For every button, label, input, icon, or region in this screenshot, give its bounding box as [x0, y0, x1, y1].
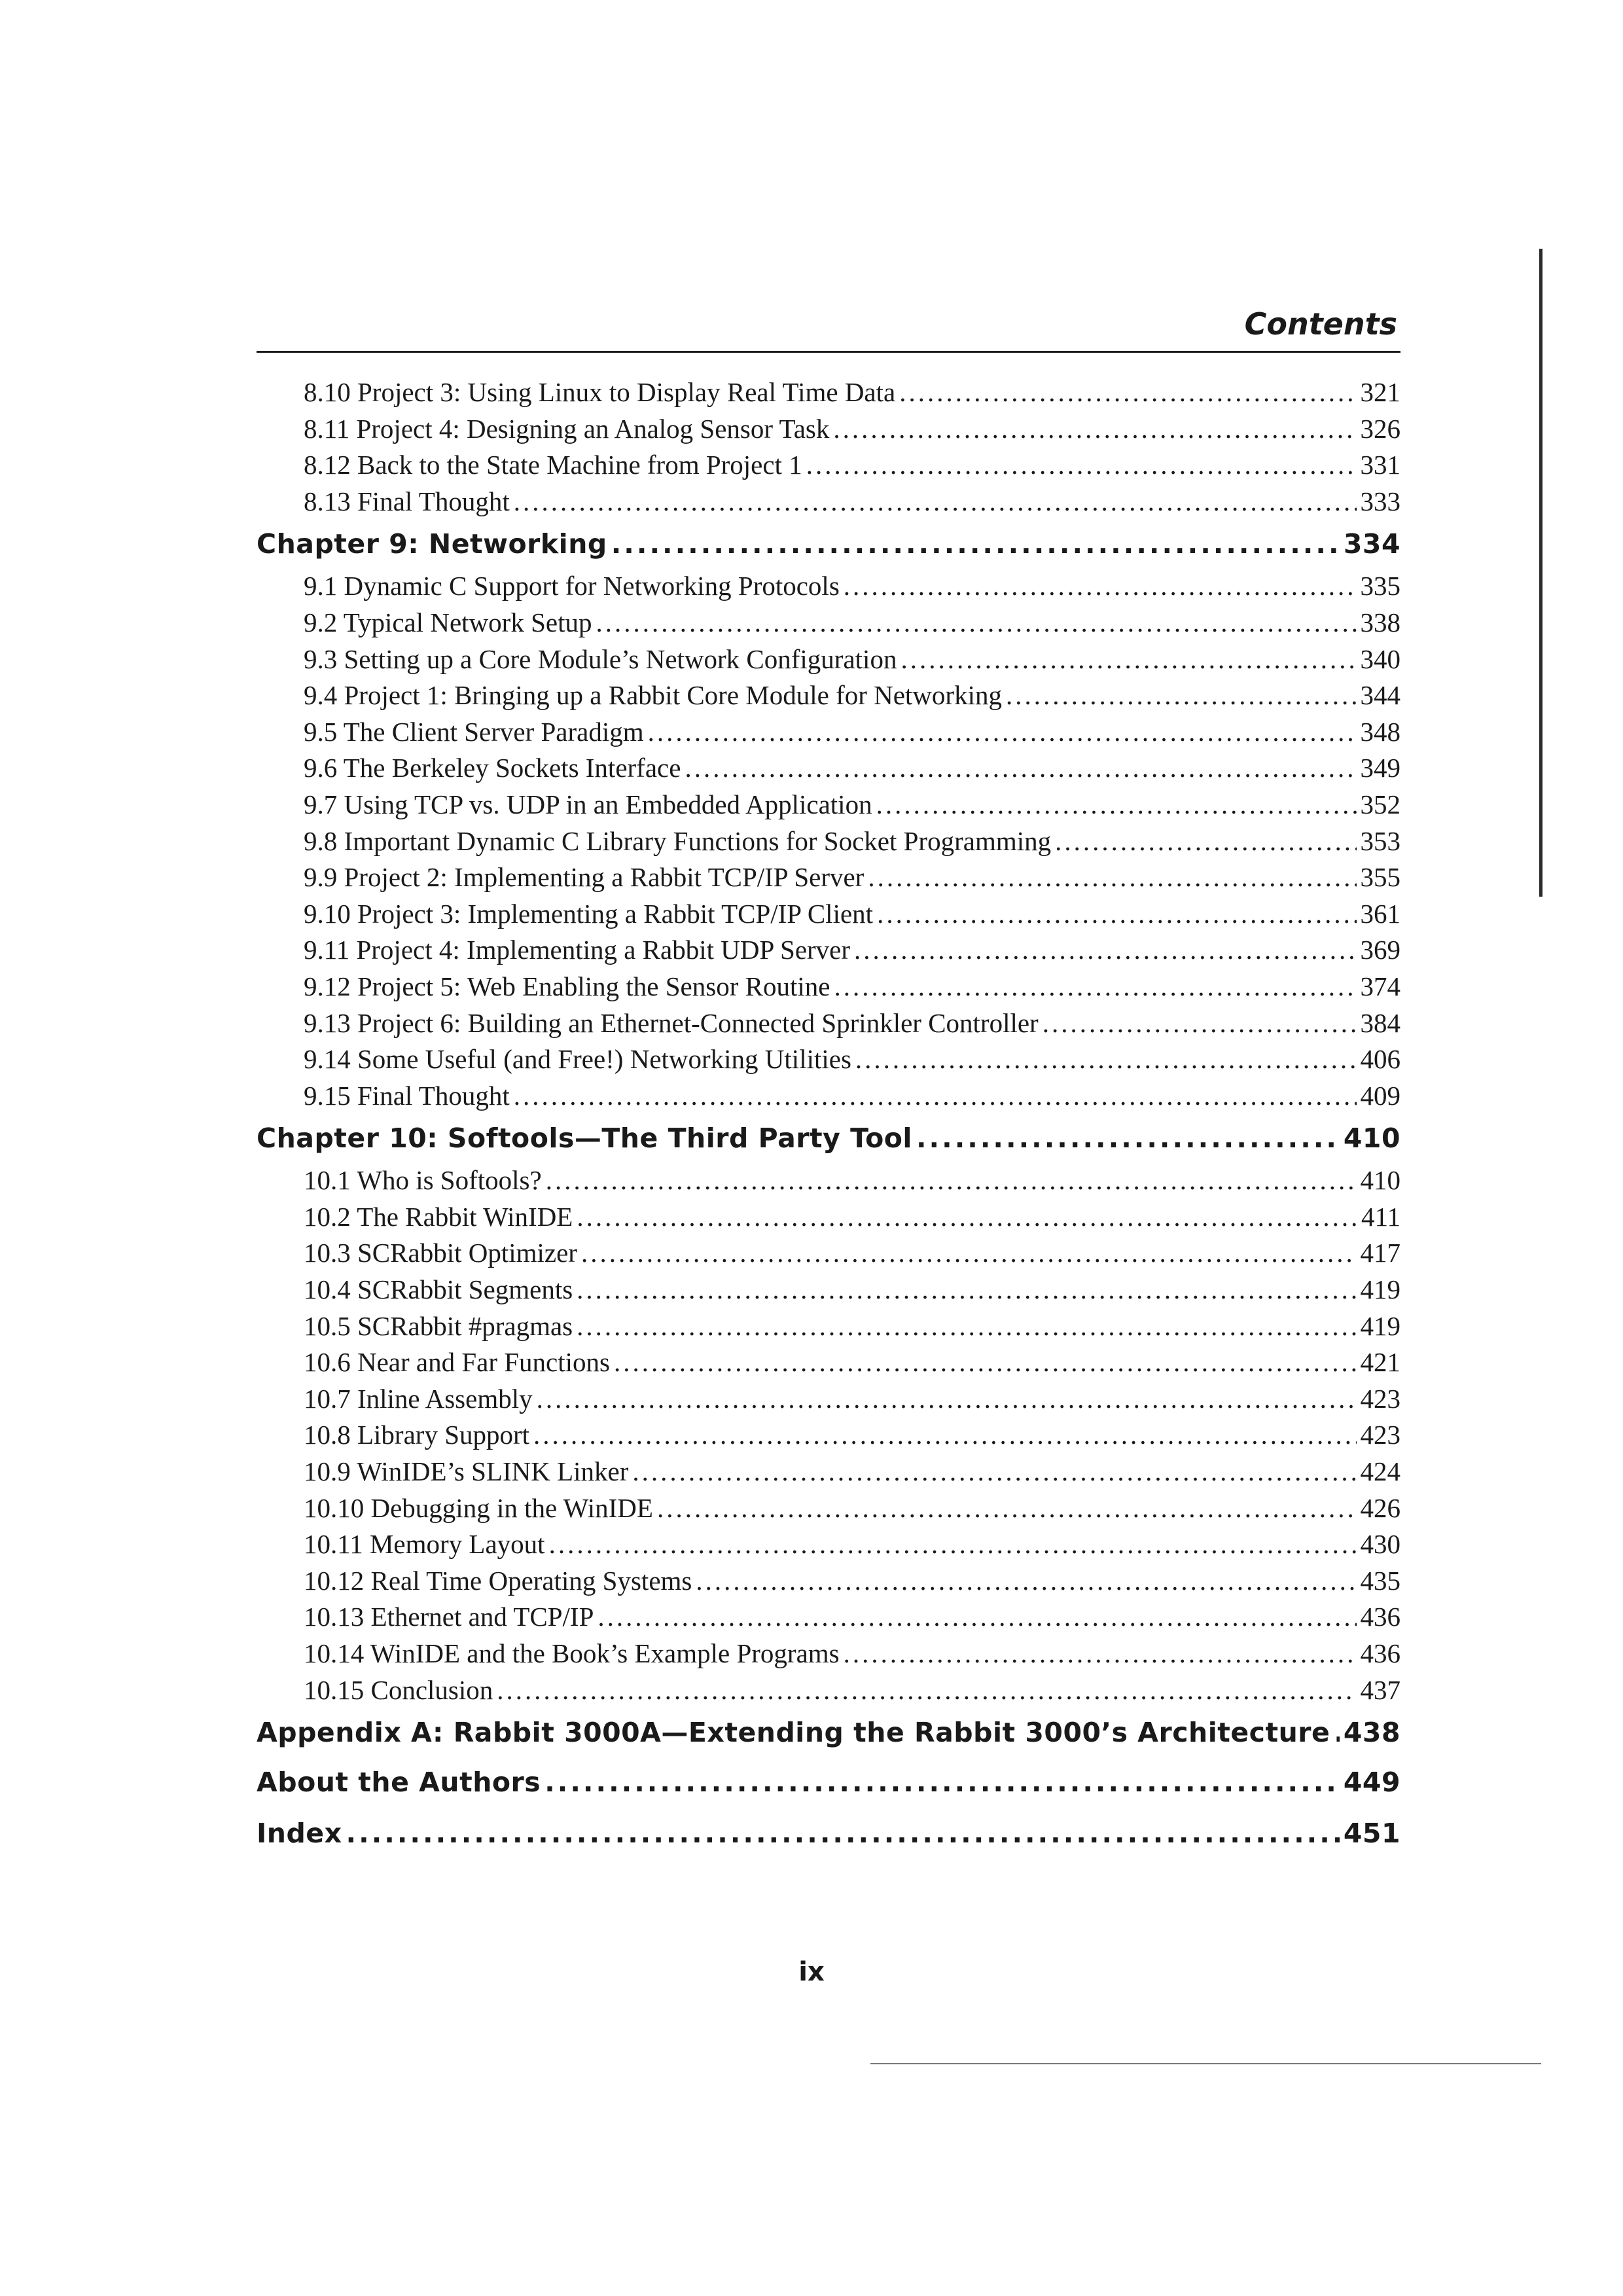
toc-page-number: 436 — [1360, 1638, 1400, 1668]
toc-entry-row — [257, 1308, 1400, 1345]
toc-page-number: 338 — [1360, 607, 1400, 637]
toc-title: 9.14 Some Useful (and Free!) Networking Utilities — [304, 1044, 851, 1075]
toc-page-number: 410 — [1360, 1165, 1400, 1196]
dot-leader — [1334, 1708, 1340, 1757]
toc-title: 10.14 WinIDE and the Book’s Example Programs — [304, 1638, 840, 1668]
dot-leader — [1006, 677, 1357, 714]
toc-title: 9.12 Project 5: Web Enabling the Sensor Routine — [304, 971, 830, 1001]
toc-entry-row — [257, 1417, 1400, 1454]
toc-page-number: 424 — [1360, 1456, 1400, 1487]
dot-leader — [1055, 823, 1356, 860]
toc-title: 10.9 WinIDE’s SLINK Linker — [304, 1456, 629, 1487]
toc-entry-row — [257, 1041, 1400, 1078]
dot-leader — [685, 750, 1356, 787]
toc-title: 9.9 Project 2: Implementing a Rabbit TCP/IP Server — [304, 862, 865, 893]
dot-leader — [1043, 1005, 1357, 1042]
toc-entry-row — [257, 605, 1400, 641]
toc-page-number: 411 — [1361, 1201, 1400, 1232]
toc-entry-row — [257, 641, 1400, 678]
dot-leader — [632, 1454, 1356, 1490]
toc-title: 9.8 Important Dynamic C Library Functions for Socket Programming — [304, 825, 1052, 856]
dot-leader — [696, 1563, 1356, 1600]
toc-entry-row — [257, 896, 1400, 933]
toc-entry-row — [257, 750, 1400, 787]
toc-page-number: 438 — [1343, 1717, 1400, 1749]
toc-title: 8.13 Final Thought — [304, 486, 510, 516]
toc-page-number: 423 — [1360, 1383, 1400, 1414]
toc-title: 10.11 Memory Layout — [304, 1529, 545, 1560]
toc-page-number: 449 — [1343, 1767, 1400, 1799]
dot-leader — [648, 714, 1357, 751]
toc-title: 8.11 Project 4: Designing an Analog Sensor Task — [304, 413, 830, 444]
toc-chapter-row — [257, 520, 1400, 568]
dot-leader — [544, 1757, 1340, 1808]
toc-title: 10.7 Inline Assembly — [304, 1383, 533, 1414]
toc-page-number: 423 — [1360, 1420, 1400, 1450]
toc-title: Chapter 10: Softools—The Third Party Tool — [257, 1122, 912, 1155]
toc-entry-row — [257, 787, 1400, 823]
toc-title: 9.6 The Berkeley Sockets Interface — [304, 753, 681, 783]
toc-page-number: 369 — [1360, 935, 1400, 965]
dot-leader — [855, 1041, 1357, 1078]
toc-entry-row — [257, 1454, 1400, 1490]
toc-entry-row — [257, 1490, 1400, 1527]
toc-entry-row — [257, 714, 1400, 751]
toc-page-number: 321 — [1360, 377, 1400, 407]
dot-leader — [834, 969, 1356, 1005]
toc-entry-row — [257, 568, 1400, 605]
toc-page-number: 430 — [1360, 1529, 1400, 1560]
toc-title: 9.3 Setting up a Core Module’s Network Configuration — [304, 643, 897, 674]
toc-page-number: 353 — [1360, 825, 1400, 856]
dot-leader — [916, 1114, 1340, 1162]
toc-entry-row — [257, 1078, 1400, 1115]
dot-leader — [497, 1672, 1356, 1709]
toc-page-number: 349 — [1360, 753, 1400, 783]
toc-title: 9.7 Using TCP vs. UDP in an Embedded Application — [304, 789, 872, 819]
toc-title: 9.11 Project 4: Implementing a Rabbit UDP Server — [304, 935, 851, 965]
dot-leader — [614, 1344, 1357, 1381]
toc-title: 10.15 Conclusion — [304, 1674, 493, 1705]
toc-chapter-row — [257, 1808, 1400, 1859]
toc-page-number: 355 — [1360, 862, 1400, 893]
toc-page-number: 436 — [1360, 1602, 1400, 1632]
toc-page-number: 361 — [1360, 898, 1400, 929]
dot-leader — [844, 568, 1357, 605]
toc-page-number: 426 — [1360, 1492, 1400, 1523]
toc-entry-row — [257, 1563, 1400, 1600]
toc-entry-row — [257, 1235, 1400, 1272]
scan-edge-line — [1539, 249, 1543, 897]
toc-page-number: 421 — [1360, 1347, 1400, 1378]
toc-title: 8.10 Project 3: Using Linux to Display Real Time Data — [304, 377, 896, 407]
dot-leader — [868, 859, 1356, 896]
toc-entry-row — [257, 1162, 1400, 1199]
toc-title: 10.2 The Rabbit WinIDE — [304, 1201, 573, 1232]
toc-title: 8.12 Back to the State Machine from Project 1 — [304, 450, 802, 480]
toc-title: 10.13 Ethernet and TCP/IP — [304, 1602, 594, 1632]
toc-title: 10.4 SCRabbit Segments — [304, 1274, 573, 1305]
toc-page-number: 348 — [1360, 716, 1400, 747]
dot-leader — [597, 1599, 1356, 1636]
header-rule — [257, 351, 1400, 353]
toc-entry-row — [257, 1005, 1400, 1042]
toc-entry-row — [257, 1636, 1400, 1672]
toc-page-number: 331 — [1360, 450, 1400, 480]
toc-chapter-row — [257, 1757, 1400, 1808]
toc-title: Chapter 9: Networking — [257, 528, 607, 560]
toc-entry-row — [257, 1344, 1400, 1381]
dot-leader — [657, 1490, 1357, 1527]
toc-title: About the Authors — [257, 1767, 541, 1799]
page-number: ix — [798, 1957, 825, 1987]
dot-leader — [877, 896, 1356, 933]
dot-leader — [611, 520, 1340, 568]
toc-entry-row — [257, 484, 1400, 520]
dot-leader — [577, 1308, 1356, 1345]
toc-title: Index — [257, 1818, 342, 1850]
toc-title: 9.10 Project 3: Implementing a Rabbit TCP/IP Client — [304, 898, 874, 929]
toc-entry-row — [257, 677, 1400, 714]
scan-bottom-line — [870, 2063, 1541, 2064]
toc-title: 10.10 Debugging in the WinIDE — [304, 1492, 653, 1523]
dot-leader — [514, 484, 1357, 520]
toc-entry-row — [257, 1526, 1400, 1563]
dot-leader — [514, 1078, 1357, 1115]
dot-leader — [844, 1636, 1357, 1672]
toc-title: 9.5 The Client Server Paradigm — [304, 716, 644, 747]
toc-page-number: 335 — [1360, 571, 1400, 601]
toc-page-number: 340 — [1360, 643, 1400, 674]
toc-entry-row — [257, 1381, 1400, 1418]
toc-chapter-row — [257, 1114, 1400, 1162]
toc-page-number: 334 — [1343, 528, 1400, 560]
table-of-contents — [257, 374, 1400, 1859]
toc-page-number: 437 — [1360, 1674, 1400, 1705]
dot-leader — [899, 374, 1356, 411]
toc-page-number: 410 — [1343, 1122, 1400, 1155]
toc-page-number: 333 — [1360, 486, 1400, 516]
toc-page-number: 352 — [1360, 789, 1400, 819]
toc-title: 9.1 Dynamic C Support for Networking Protocols — [304, 571, 840, 601]
toc-page-number: 409 — [1360, 1080, 1400, 1111]
toc-chapter-row — [257, 1708, 1400, 1757]
toc-page-number: 419 — [1360, 1310, 1400, 1341]
dot-leader — [833, 411, 1356, 448]
toc-title: 9.2 Typical Network Setup — [304, 607, 592, 637]
toc-entry-row — [257, 447, 1400, 484]
toc-page-number: 374 — [1360, 971, 1400, 1001]
dot-leader — [876, 787, 1357, 823]
dot-leader — [537, 1381, 1357, 1418]
toc-entry-row — [257, 859, 1400, 896]
toc-entry-row — [257, 411, 1400, 448]
toc-page-number: 384 — [1360, 1007, 1400, 1038]
running-header: Contents — [1244, 306, 1397, 342]
toc-title: 9.15 Final Thought — [304, 1080, 510, 1111]
dot-leader — [346, 1808, 1340, 1859]
toc-title: 9.13 Project 6: Building an Ethernet-Connected Sprinkler Controller — [304, 1007, 1039, 1038]
dot-leader — [596, 605, 1356, 641]
dot-leader — [533, 1417, 1356, 1454]
toc-entry-row — [257, 823, 1400, 860]
toc-title: 10.8 Library Support — [304, 1420, 530, 1450]
toc-entry-row — [257, 1199, 1400, 1236]
toc-entry-row — [257, 932, 1400, 969]
toc-entry-row — [257, 969, 1400, 1005]
toc-entry-row — [257, 1599, 1400, 1636]
toc-title: 10.6 Near and Far Functions — [304, 1347, 610, 1378]
toc-title: 10.5 SCRabbit #pragmas — [304, 1310, 573, 1341]
dot-leader — [549, 1526, 1357, 1563]
toc-entry-row — [257, 374, 1400, 411]
dot-leader — [901, 641, 1356, 678]
toc-page-number: 435 — [1360, 1565, 1400, 1596]
toc-title: 9.4 Project 1: Bringing up a Rabbit Core Module for Networking — [304, 680, 1002, 711]
toc-page-number: 419 — [1360, 1274, 1400, 1305]
toc-title: 10.3 SCRabbit Optimizer — [304, 1238, 577, 1268]
dot-leader — [854, 932, 1356, 969]
toc-page-number: 326 — [1360, 413, 1400, 444]
dot-leader — [806, 447, 1357, 484]
toc-entry-row — [257, 1272, 1400, 1308]
dot-leader — [581, 1235, 1357, 1272]
toc-title: Appendix A: Rabbit 3000A—Extending the Rabbit 3000’s Architecture — [257, 1717, 1330, 1749]
dot-leader — [546, 1162, 1357, 1199]
toc-page-number: 451 — [1343, 1818, 1400, 1850]
toc-page-number: 406 — [1360, 1044, 1400, 1075]
toc-page-number: 417 — [1360, 1238, 1400, 1268]
dot-leader — [577, 1272, 1356, 1308]
toc-page-number: 344 — [1360, 680, 1400, 711]
toc-title: 10.1 Who is Softools? — [304, 1165, 542, 1196]
toc-title: 10.12 Real Time Operating Systems — [304, 1565, 692, 1596]
toc-entry-row — [257, 1672, 1400, 1709]
dot-leader — [577, 1199, 1357, 1236]
